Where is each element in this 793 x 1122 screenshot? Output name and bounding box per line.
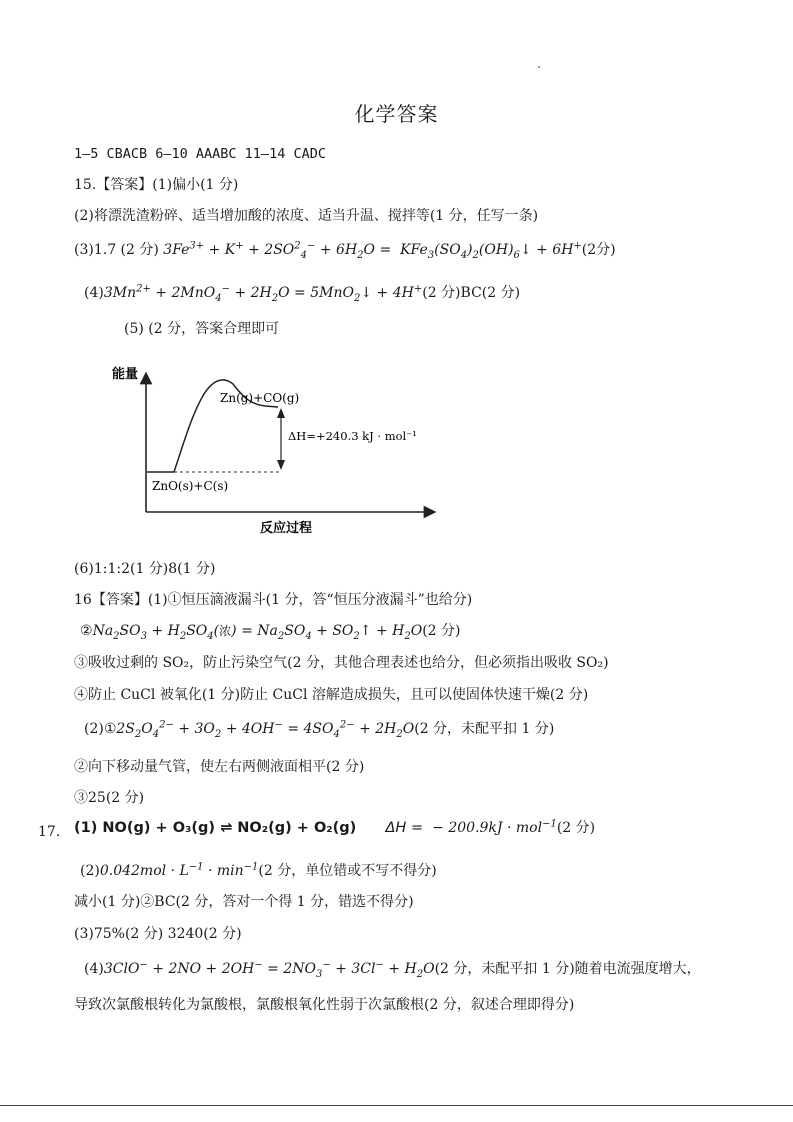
q17-line4: (3)75%(2 分) 3240(2 分) bbox=[74, 926, 242, 942]
q17-line1-score: (2 分) bbox=[556, 820, 596, 836]
arrow-down-icon bbox=[277, 460, 285, 470]
q17-equation-1: (1) NO(g) + O₃(g) ⇌ NO₂(g) + O₂(g) bbox=[74, 820, 357, 836]
q16-line2-score: (2 分) bbox=[422, 623, 461, 639]
q15-line4 bbox=[84, 284, 520, 302]
arrow-up-icon bbox=[277, 408, 285, 418]
q17-line3: 减小(1 分)②BC(2 分，答对一个得 1 分，错选不得分) bbox=[74, 894, 414, 910]
q17-delta-h: ΔH = bbox=[385, 820, 424, 836]
q16-line2-prefix: ② bbox=[80, 623, 93, 639]
q17-line6: 导致次氯酸根转化为氯酸根，氯酸根氧化性弱于次氯酸根(2 分，叙述合理即得分) bbox=[74, 997, 575, 1013]
q15-line1: 15.【答案】(1)偏小(1 分) bbox=[74, 177, 239, 193]
page-title: 化学答案 bbox=[354, 102, 439, 126]
scan-speck bbox=[538, 66, 540, 68]
q15-equation-4: $3Mn^{2+} + 2MnO_4^- + 2H_2O$ = 5MnO$_2$↓ + 4H+ bbox=[103, 283, 423, 304]
q17-delta-h-value: − 200.9kJ · mol$^{-1}$ bbox=[427, 818, 557, 836]
q17-line5-score: (2 分，未配平扣 1 分)随着电流强度增大， bbox=[434, 961, 701, 977]
q17-line5-prefix: (4) bbox=[84, 961, 104, 977]
q17-line5 bbox=[84, 960, 701, 978]
q15-line3 bbox=[74, 241, 616, 259]
q15-line2: (2)将漂洗渣粉碎、适当增加酸的浓度、适当升温、搅拌等(1 分，任写一条) bbox=[74, 208, 539, 224]
product-label: Zn(g)+CO(g) bbox=[220, 391, 300, 405]
reactant-label: ZnO(s)+C(s) bbox=[152, 479, 229, 493]
footer-divider bbox=[0, 1105, 793, 1106]
q16-line5-prefix: (2)① bbox=[84, 721, 117, 737]
q17-line2-score: (2 分，单位错或不写不得分) bbox=[258, 863, 437, 879]
q17-equation-5: $3ClO^- + 2NO + 2OH^- = 2NO_3^- + 3Cl^- + H_2O$ bbox=[103, 959, 435, 980]
delta-h-label: ΔH=+240.3 kJ · mol⁻¹ bbox=[288, 429, 417, 443]
energy-diagram bbox=[100, 360, 440, 540]
q16-line5-score: (2 分，未配平扣 1 分) bbox=[414, 721, 555, 737]
q17-line2-prefix: (2) bbox=[80, 863, 100, 879]
q17-rate-expression: $0.042mol \cdot L^{-1} \cdot \min^{-1}$ bbox=[99, 861, 259, 879]
q15-line6: (6)1:1:2(1 分)8(1 分) bbox=[74, 561, 216, 577]
q15-line3-score: (2分) bbox=[581, 242, 616, 258]
q16-equation-2: $Na_2SO_3 + H_2SO_4$(浓) = $Na_2SO_4$ + $SO_2↑ + H_2O$ bbox=[92, 623, 423, 642]
mc-answers: 1—5 CBACB 6—10 AAABC 11—14 CADC bbox=[74, 146, 326, 162]
q15-line4-score: (2 分)BC(2 分) bbox=[422, 285, 521, 301]
q15-line5: (5) (2 分，答案合理即可 bbox=[124, 321, 280, 337]
q17-line2 bbox=[80, 862, 437, 880]
q16-line6: ②向下移动量气管，使左右两侧液面相平(2 分) bbox=[74, 759, 365, 775]
q17-number: 17. bbox=[38, 824, 61, 840]
q15-equation-3: $3Fe^{3+} + K^+ + 2SO^2_4^- + 6H_2O$ = $KFe_3(SO_4)_2(OH)_6↓ + 6H^+$ bbox=[163, 240, 582, 261]
q16-line7: ③25(2 分) bbox=[74, 790, 145, 806]
q16-line4: ④防止 CuCl 被氧化(1 分)防止 CuCl 溶解造成损失，且可以使固体快速干燥(2 分) bbox=[74, 687, 589, 703]
q17-line1 bbox=[74, 819, 595, 837]
y-axis-label: 能量 bbox=[112, 367, 139, 382]
x-axis-label: 反应过程 bbox=[260, 521, 313, 536]
q16-equation-5: $2S_2O_4^{2-} + 3O_2 + 4OH^- = 4SO_4^{2-} + 2H_2O$ bbox=[116, 719, 415, 740]
q16-line5 bbox=[84, 720, 554, 738]
q16-line2 bbox=[80, 622, 460, 640]
q16-line1: 16【答案】(1)①恒压滴液漏斗(1 分，答“恒压分液漏斗”也给分) bbox=[74, 592, 473, 608]
q15-line4-prefix: (4) bbox=[84, 285, 104, 301]
q15-line3-prefix: (3)1.7 (2 分) bbox=[74, 242, 164, 258]
q16-line3: ③吸收过剩的 SO₂，防止污染空气(2 分，其他合理表述也给分，但必须指出吸收 SO₂) bbox=[74, 655, 609, 671]
